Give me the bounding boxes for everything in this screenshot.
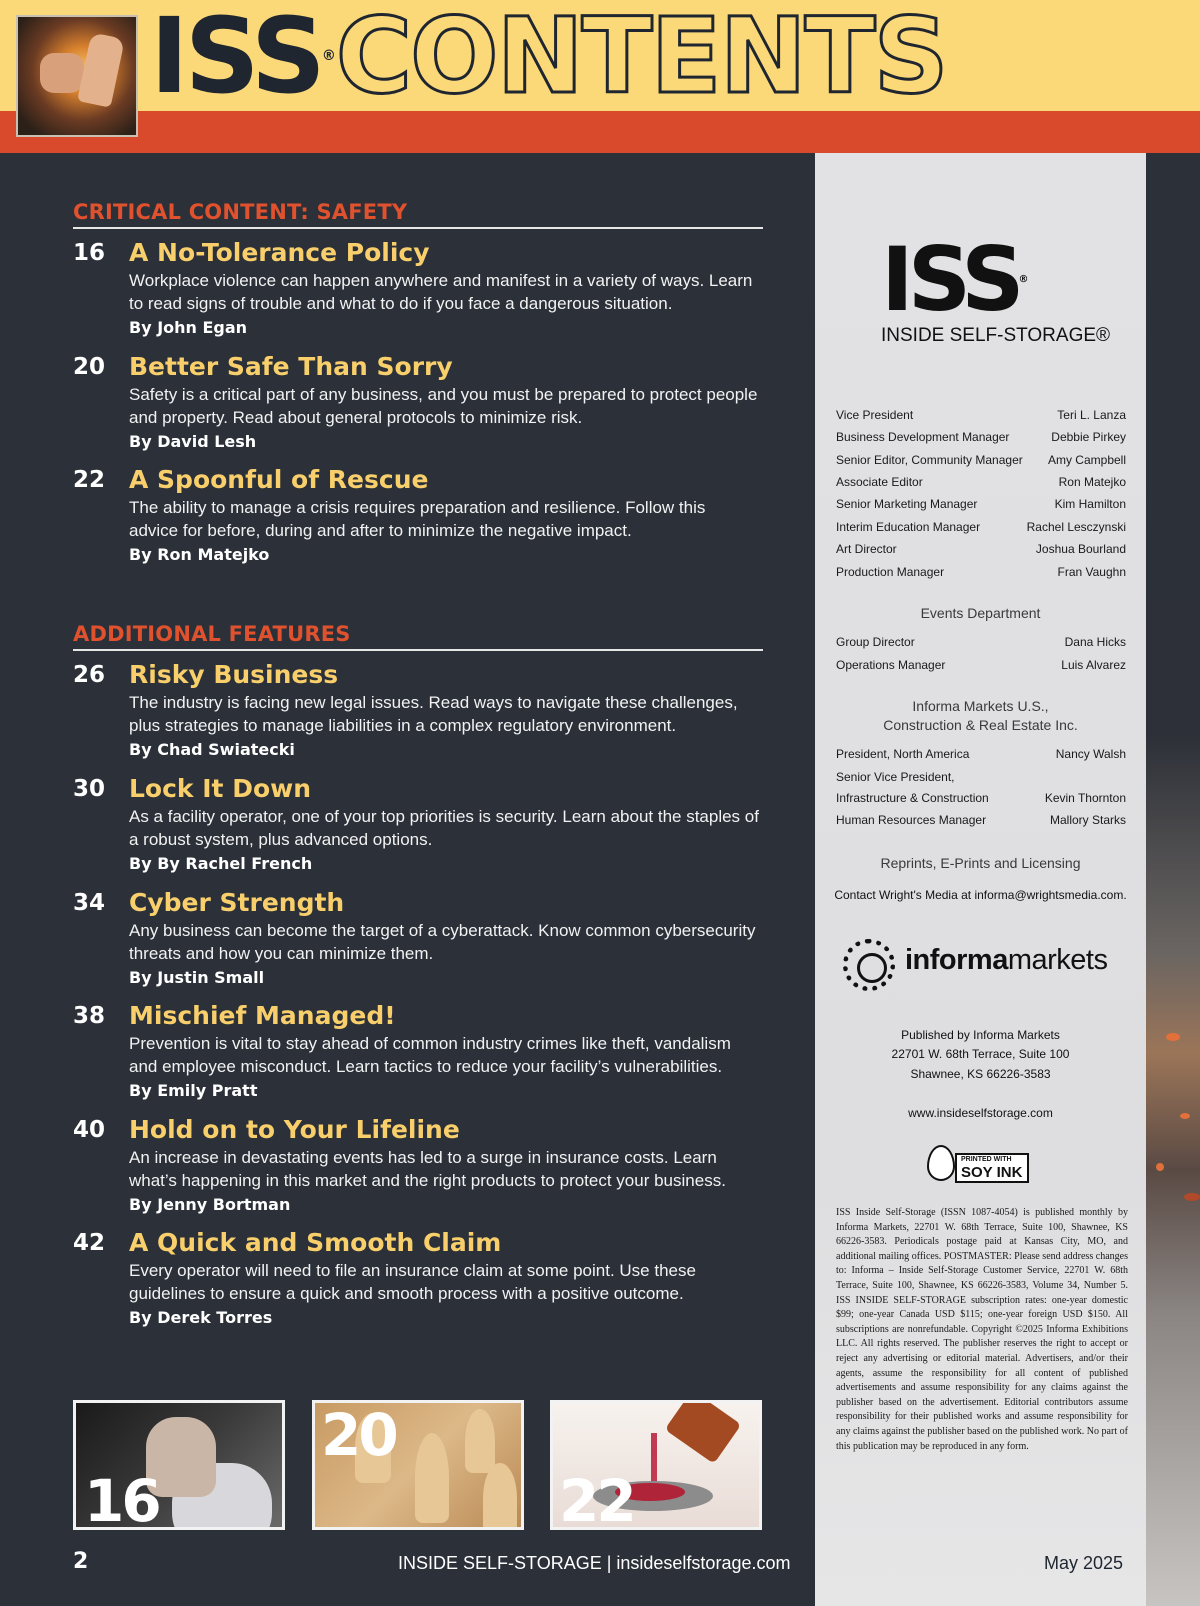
staff-role: Production Manager: [836, 565, 945, 579]
section-heading: ADDITIONAL FEATURES: [73, 622, 351, 646]
staff-name: Teri L. Lanza: [1057, 408, 1126, 422]
publication-fineprint: ISS Inside Self-Storage (ISSN 1087-4054) is published monthly by Informa Markets, 22701 W. 68th Terrace, Suite 100, Shawnee, KS 66226-3583. Periodicals postage paid at Kansas City, MO, and additional mailing offices. POSTMASTER: Please send address changes to: Informa – Inside Self-Storage Customer Service, 22701 W. 68th Terrace, Suite 100, Shawnee, KS 66226-3583, Volume 34, Number 5. ISS INSIDE SELF-STORAGE subscription rates: one-year domestic $99; one-year Canada USD $115; one-year foreign USD $150. All subscriptions are nonrefundable. Copyright ©2025 Informa Exhibitions LLC. All rights reserved. The publisher reserves the right to accept or reject any advertising or editorial material. Advertisers, and/or their agents, assume the responsibility for all content of published advertisements and assume responsibility for any claims against the publisher based on the advertisement. Editorial contributors assume responsibility for their published works and assume responsibility for any claims against the publisher based on the published work. No part of this publication may be reproduced in any form.: [836, 1207, 1128, 1452]
palm-graphic: [77, 32, 125, 108]
staff-role: President, North America: [836, 747, 970, 761]
entry-description: The ability to manage a crisis requires preparation and resilience. Follow this advice for before, during and after to minimize the negative impact.: [129, 498, 706, 540]
staff-row: [836, 813, 1126, 833]
iss-logo-subtitle: INSIDE SELF-STORAGE®: [881, 325, 1111, 346]
entry-description: Every operator will need to file an insurance claim at some point. Use these guidelines to ensure a quick and smooth process with a positive outcome.: [129, 1261, 696, 1303]
entry-page-number: 22: [73, 467, 106, 493]
staff-name: Amy Campbell: [1047, 453, 1126, 467]
staff-name: Joshua Bourland: [1035, 542, 1126, 556]
staff-row: [836, 520, 1126, 540]
entry-title[interactable]: Cyber Strength: [129, 888, 345, 917]
staff-role: Group Director: [836, 635, 915, 649]
staff-name: Kevin Thornton: [1044, 791, 1126, 805]
thumbnail-20[interactable]: [312, 1400, 524, 1530]
entry-byline: By Emily Pratt: [129, 1081, 258, 1100]
staff-role: Senior Vice President,: [836, 770, 955, 784]
staff-row: [836, 565, 1126, 585]
staff-name: Mallory Starks: [1049, 813, 1126, 827]
entry-description: Any business can become the target of a cyberattack. Know common cybersecurity threats and how you can minimize them.: [129, 921, 756, 963]
entry-description: Prevention is vital to stay ahead of common industry crimes like theft, vandalism and employee misconduct. Learn tactics to reduce your facility’s vulnerabilities.: [129, 1034, 731, 1076]
iss-logo: [881, 228, 1029, 331]
iss-logo-mark: ®: [1018, 274, 1029, 285]
staff-role: Vice President: [836, 408, 914, 422]
entry-page-number: 38: [73, 1003, 106, 1029]
ink-drop-icon: [927, 1145, 955, 1181]
entry-title[interactable]: Hold on to Your Lifeline: [129, 1115, 460, 1144]
bottle-graphic: [665, 1400, 742, 1464]
entry-description: An increase in devastating events has led to a surge in insurance costs. Learn what’s happening in this market and the right products to protect your business.: [129, 1148, 726, 1190]
staff-role: Associate Editor: [836, 475, 923, 489]
thumbnail-number: 16: [84, 1467, 159, 1530]
page-number: 2: [73, 1549, 89, 1574]
staff-row: [836, 658, 1126, 678]
thumbnail-22[interactable]: [550, 1400, 762, 1530]
entry-title[interactable]: Mischief Managed!: [129, 1001, 396, 1030]
page-title: [150, 0, 947, 117]
staff-role: Interim Education Manager: [836, 520, 981, 534]
thumbnail-16[interactable]: [73, 1400, 285, 1530]
staff-row: [836, 430, 1126, 450]
explosion-image-strip: [1146, 153, 1200, 1606]
staff-name: Rachel Lesczynski: [1026, 520, 1126, 534]
entry-title[interactable]: A No-Tolerance Policy: [129, 238, 430, 267]
staff-row: [836, 542, 1126, 562]
published-by: Published by Informa Markets: [901, 1028, 1060, 1042]
footer-publication: INSIDE SELF-STORAGE | insideselfstorage.com: [398, 1553, 791, 1573]
entry-title[interactable]: Lock It Down: [129, 774, 312, 803]
masthead-sidebar: [815, 153, 1146, 1606]
entry-byline: By Ron Matejko: [129, 545, 270, 564]
spark: [1184, 1193, 1200, 1201]
company-heading: Informa Markets U.S.,: [912, 698, 1049, 714]
staff-role: Human Resources Manager: [836, 813, 987, 827]
entry-byline: By David Lesh: [129, 432, 257, 451]
soy-ink-big: SOY INK: [961, 1164, 1023, 1181]
staff-name: Nancy Walsh: [1055, 747, 1126, 761]
staff-name: Debbie Pirkey: [1051, 430, 1126, 444]
address-line: 22701 W. 68th Terrace, Suite 100: [891, 1047, 1070, 1061]
informa-suffix: markets: [1007, 944, 1108, 976]
fist-graphic: [40, 53, 84, 93]
entry-page-number: 40: [73, 1117, 106, 1143]
entry-title[interactable]: Better Safe Than Sorry: [129, 352, 453, 381]
staff-row: [836, 635, 1126, 655]
figure-graphic: [415, 1433, 449, 1523]
entry-byline: By By Rachel French: [129, 854, 313, 873]
header-stripe: [0, 111, 1200, 153]
events-heading: Events Department: [920, 605, 1041, 621]
figure-graphic: [465, 1409, 495, 1473]
soy-ink-small: PRINTED WITH: [961, 1156, 1012, 1163]
informa-markets-logo: [843, 937, 1133, 993]
entry-description: As a facility operator, one of your top priorities is security. Learn about the staples of a robust system, plus advanced options.: [129, 807, 759, 849]
spark: [1156, 1163, 1164, 1171]
entry-page-number: 30: [73, 776, 106, 802]
issue-date: May 2025: [1044, 1553, 1124, 1573]
staff-name: Dana Hicks: [1064, 635, 1126, 649]
staff-role: Business Development Manager: [836, 430, 1010, 444]
staff-row: [836, 747, 1126, 767]
entry-page-number: 34: [73, 890, 106, 916]
staff-name: Luis Alvarez: [1061, 658, 1126, 672]
reprints-contact[interactable]: Contact Wright's Media at informa@wrightsmedia.com.: [834, 888, 1127, 902]
staff-row: [836, 497, 1126, 517]
staff-role: Senior Marketing Manager: [836, 497, 978, 511]
page-header: [0, 0, 1200, 153]
entry-byline: By Justin Small: [129, 968, 265, 987]
entry-byline: By John Egan: [129, 318, 248, 337]
entry-page-number: 42: [73, 1230, 106, 1256]
staff-role: Art Director: [836, 542, 897, 556]
staff-row: [836, 791, 1126, 811]
soy-ink-label: [955, 1153, 1029, 1183]
entry-description: Workplace violence can happen anywhere and manifest in a variety of ways. Learn to read signs of trouble and what to do if you face a dangerous situation.: [129, 271, 753, 313]
address-line: Shawnee, KS 66226-3583: [910, 1067, 1051, 1081]
staff-role: Infrastructure & Construction: [836, 791, 989, 805]
staff-row: [836, 453, 1126, 473]
informa-ring-icon: [843, 939, 895, 991]
iss-logo-text: ISS: [881, 228, 1019, 331]
thumbnail-number: 22: [559, 1467, 634, 1530]
header-photo: [16, 15, 138, 137]
entry-page-number: 20: [73, 354, 106, 380]
entry-byline: By Jenny Bortman: [129, 1195, 291, 1214]
staff-role: Senior Editor, Community Manager: [836, 453, 1023, 467]
entry-page-number: 16: [73, 240, 106, 266]
entry-page-number: 26: [73, 662, 106, 688]
staff-name: Fran Vaughn: [1057, 565, 1126, 579]
section-heading: CRITICAL CONTENT: SAFETY: [73, 200, 408, 224]
staff-row: [836, 770, 1126, 790]
figure-graphic: [483, 1463, 517, 1530]
company-heading: Construction & Real Estate Inc.: [883, 717, 1078, 733]
entry-title[interactable]: A Spoonful of Rescue: [129, 465, 429, 494]
soy-ink-badge: [927, 1143, 1031, 1185]
staff-name: Ron Matejko: [1058, 475, 1126, 489]
section-divider: [73, 227, 763, 229]
staff-role: Operations Manager: [836, 658, 946, 672]
entry-byline: By Derek Torres: [129, 1308, 273, 1327]
reprints-heading: Reprints, E-Prints and Licensing: [880, 855, 1081, 871]
staff-row: [836, 475, 1126, 495]
entry-description: Safety is a critical part of any business, and you must be prepared to protect people and property. Read about general protocols to minimize risk.: [129, 385, 758, 427]
spark: [1180, 1113, 1190, 1119]
staff-name: Kim Hamilton: [1054, 497, 1126, 511]
thumbnail-number: 20: [321, 1401, 396, 1469]
registered-mark: ®: [321, 48, 336, 64]
title-brand: ISS: [150, 0, 322, 117]
title-contents: CONTENTS: [335, 0, 947, 117]
informa-brand: informa: [905, 944, 1008, 976]
section-divider: [73, 649, 763, 651]
entry-title[interactable]: Risky Business: [129, 660, 339, 689]
website-link[interactable]: www.insideselfstorage.com: [908, 1106, 1053, 1120]
entry-title[interactable]: A Quick and Smooth Claim: [129, 1228, 502, 1257]
informa-wordmark: [905, 944, 1107, 977]
entry-description: The industry is facing new legal issues. Read ways to navigate these challenges, plus strategies to manage liabilities in a complex regulatory environment.: [129, 693, 738, 735]
staff-row: [836, 408, 1126, 428]
spark: [1166, 1033, 1180, 1041]
entry-byline: By Chad Swiatecki: [129, 740, 295, 759]
